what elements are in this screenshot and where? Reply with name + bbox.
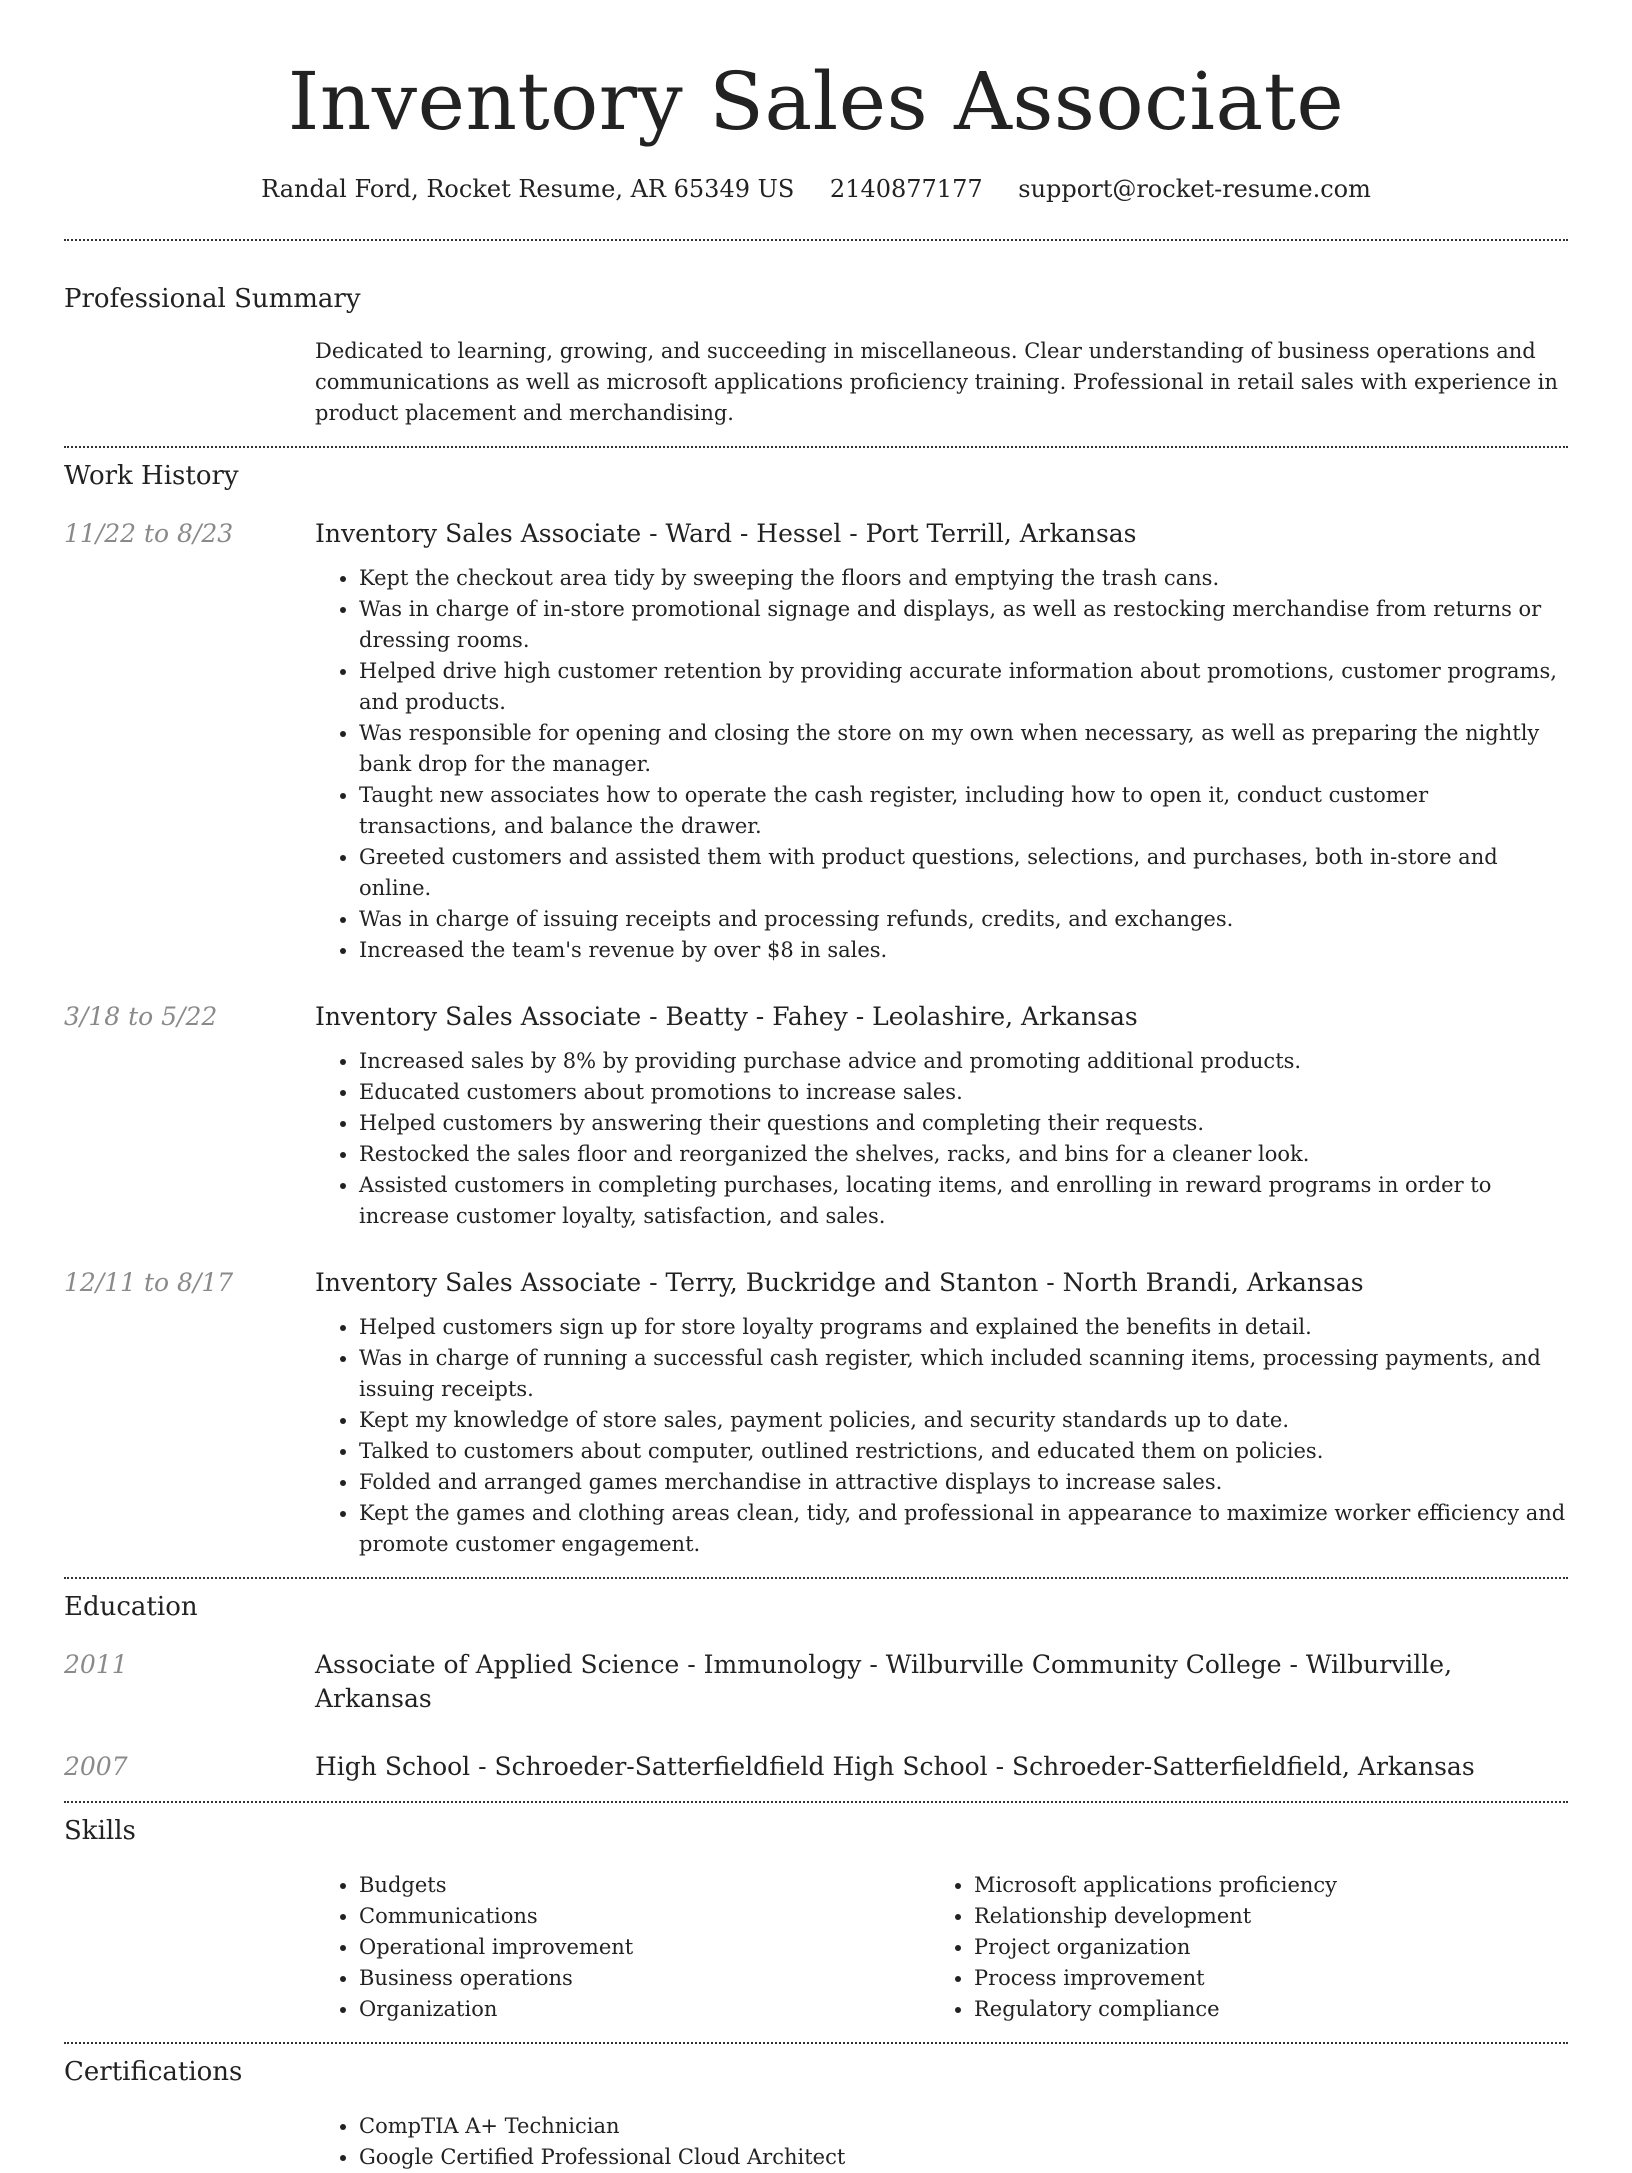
list-item: • Helped customers sign up for store loyalty programs and explained the benefits in detail. <box>359 1312 1568 1343</box>
list-item: • Communications <box>359 1901 930 1932</box>
work-history-section <box>64 459 1568 1560</box>
list-item: • Was responsible for opening and closing the store on my own when necessary, as well as preparing the nightly bank drop for the manager. <box>359 718 1568 780</box>
divider <box>64 239 1568 241</box>
job-dates: 12/11 to 8/17 <box>64 1268 234 1297</box>
contact-phone: 2140877177 <box>829 175 983 203</box>
certifications-section <box>64 2055 1568 2173</box>
certifications-heading: Certifications <box>64 2057 243 2087</box>
list-item: • Was in charge of issuing receipts and processing refunds, credits, and exchanges. <box>359 904 1568 935</box>
education-title: High School - Schroeder-Satterfieldfield High School - Schroeder-Satterfieldfield, Arkansas <box>315 1752 1475 1781</box>
summary-section <box>64 282 1568 429</box>
list-item: • Talked to customers about computer, outlined restrictions, and educated them on policies. <box>359 1436 1568 1467</box>
job-bullets <box>315 1046 1568 1232</box>
list-item: • Was in charge of in-store promotional signage and displays, as well as restocking merchandise from returns or dressing rooms. <box>359 594 1568 656</box>
job-bullets <box>315 563 1568 966</box>
skills-section <box>64 1814 1568 2025</box>
work-history-heading: Work History <box>64 461 239 491</box>
education-entry <box>64 1750 1568 1784</box>
list-item: • Organization <box>359 1994 930 2025</box>
list-item: • Kept my knowledge of store sales, payment policies, and security standards up to date. <box>359 1405 1568 1436</box>
resume-page <box>64 0 1568 2173</box>
list-item: • Google Certified Professional Cloud Architect <box>359 2142 1568 2173</box>
summary-text: Dedicated to learning, growing, and succeeding in miscellaneous. Clear understanding of business operations and communications as well as microsoft applications proficiency training. Professional in retail sales with experience in product placement and merchandising. <box>315 339 1558 425</box>
list-item: • Was in charge of running a successful cash register, which included scanning items, processing payments, and issuing receipts. <box>359 1343 1568 1405</box>
contact-email: support@rocket-resume.com <box>1018 175 1371 203</box>
skills-list-right <box>930 1870 1545 2025</box>
divider <box>64 446 1568 448</box>
list-item: • Project organization <box>974 1932 1545 1963</box>
list-item: • Operational improvement <box>359 1932 930 1963</box>
education-section <box>64 1590 1568 1784</box>
list-item: • CompTIA A+ Technician <box>359 2111 1568 2142</box>
list-item: • Relationship development <box>974 1901 1545 1932</box>
list-item: • Kept the checkout area tidy by sweeping the floors and emptying the trash cans. <box>359 563 1568 594</box>
divider <box>64 2042 1568 2044</box>
list-item: • Microsoft applications proficiency <box>974 1870 1545 1901</box>
education-title: Associate of Applied Science - Immunology - Wilburville Community College - Wilburville, Arkansas <box>315 1650 1453 1713</box>
list-item: • Regulatory compliance <box>974 1994 1545 2025</box>
list-item: • Greeted customers and assisted them with product questions, selections, and purchases, both in-store and online. <box>359 842 1568 904</box>
resume-title: Inventory Sales Associate <box>287 55 1345 148</box>
list-item: • Increased the team's revenue by over $8 in sales. <box>359 935 1568 966</box>
job-entry <box>64 517 1568 966</box>
list-item: • Budgets <box>359 1870 930 1901</box>
contact-address: Randal Ford, Rocket Resume, AR 65349 US <box>261 175 795 203</box>
list-item: • Business operations <box>359 1963 930 1994</box>
list-item: • Taught new associates how to operate the cash register, including how to open it, conduct customer transactions, and balance the drawer. <box>359 780 1568 842</box>
job-dates: 11/22 to 8/23 <box>64 519 234 548</box>
summary-heading: Professional Summary <box>64 284 361 314</box>
divider <box>64 1801 1568 1803</box>
list-item: • Increased sales by 8% by providing purchase advice and promoting additional products. <box>359 1046 1568 1077</box>
list-item: • Process improvement <box>974 1963 1545 1994</box>
list-item: • Educated customers about promotions to increase sales. <box>359 1077 1568 1108</box>
job-dates: 3/18 to 5/22 <box>64 1002 218 1031</box>
list-item: • Kept the games and clothing areas clean, tidy, and professional in appearance to maximize worker efficiency and promote customer engagement. <box>359 1498 1568 1560</box>
education-year: 2007 <box>64 1752 128 1781</box>
job-title: Inventory Sales Associate - Terry, Buckridge and Stanton - North Brandi, Arkansas <box>315 1268 1364 1297</box>
list-item: • Helped customers by answering their questions and completing their requests. <box>359 1108 1568 1139</box>
job-entry <box>64 1000 1568 1232</box>
education-year: 2011 <box>64 1650 128 1679</box>
job-title: Inventory Sales Associate - Ward - Hessel - Port Terrill, Arkansas <box>315 519 1137 548</box>
job-bullets <box>315 1312 1568 1560</box>
job-title: Inventory Sales Associate - Beatty - Fahey - Leolashire, Arkansas <box>315 1002 1138 1031</box>
job-entry <box>64 1266 1568 1560</box>
education-entry <box>64 1648 1568 1716</box>
list-item: • Assisted customers in completing purchases, locating items, and enrolling in reward programs in order to increase customer loyalty, satisfaction, and sales. <box>359 1170 1568 1232</box>
list-item: • Helped drive high customer retention by providing accurate information about promotions, customer programs, and products. <box>359 656 1568 718</box>
list-item: • Restocked the sales floor and reorganized the shelves, racks, and bins for a cleaner look. <box>359 1139 1568 1170</box>
list-item: • Folded and arranged games merchandise in attractive displays to increase sales. <box>359 1467 1568 1498</box>
education-heading: Education <box>64 1592 198 1622</box>
certifications-list <box>315 2111 1568 2173</box>
contact-line <box>64 172 1568 206</box>
divider <box>64 1577 1568 1579</box>
skills-heading: Skills <box>64 1816 136 1846</box>
skills-list-left <box>315 1870 930 2025</box>
